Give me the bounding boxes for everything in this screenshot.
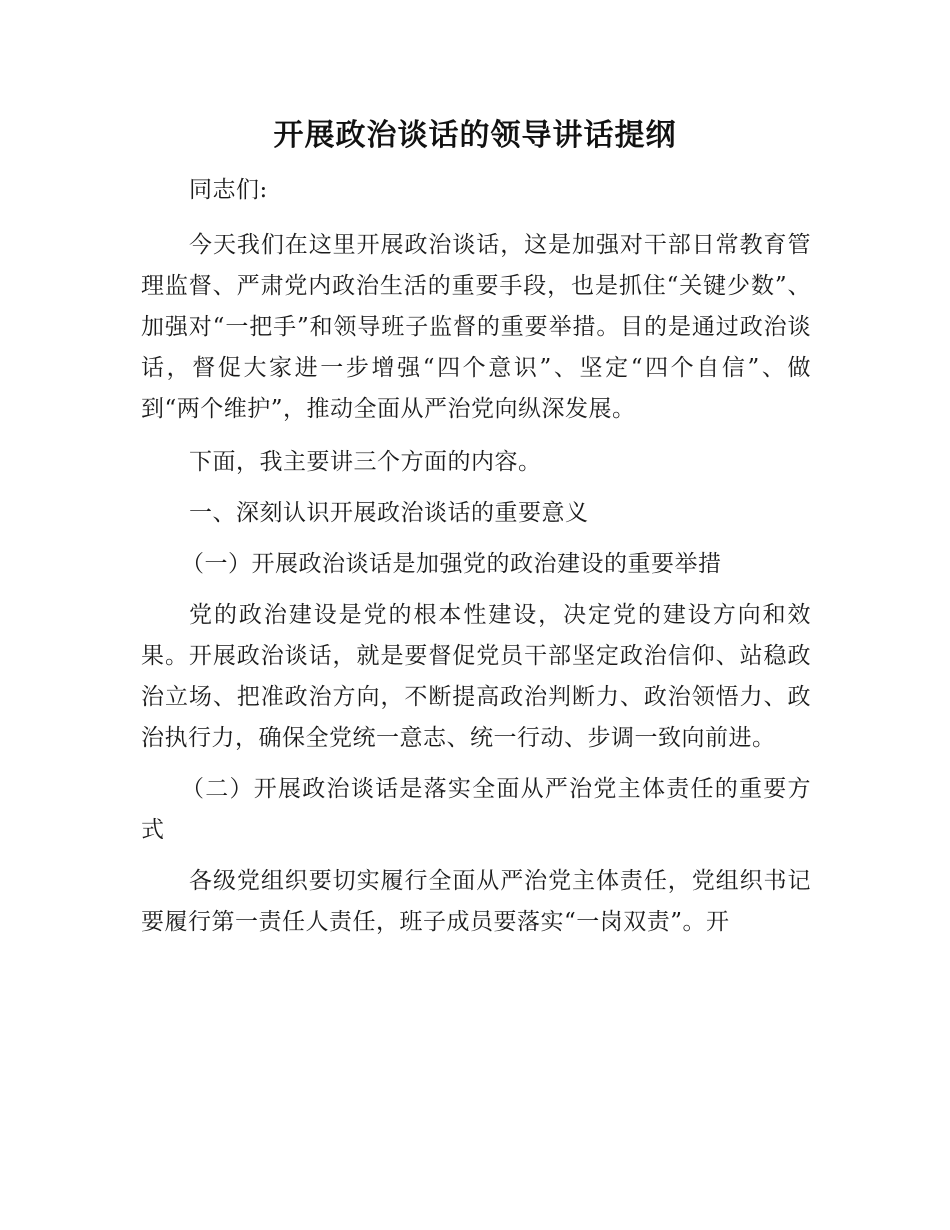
overview-paragraph: 下面，我主要讲三个方面的内容。 xyxy=(189,449,542,475)
subsection-heading-2: （二）开展政治谈话是落实全面从严治党主体责任的重要方式 xyxy=(141,776,811,843)
section-heading-1: 一、深刻认识开展政治谈话的重要意义 xyxy=(189,500,589,526)
subsection-body-1: 党的政治建设是党的根本性建设，决定党的建设方向和效果。开展政治谈话，就是要督促党员干部坚定政治信仰、站稳政治立场、把准政治方向，不断提高政治判断力、政治领悟力、政治执行力，确保全党统一意志、统一行动、步调一致向前进。 xyxy=(141,602,811,751)
document-title: 开展政治谈话的领导讲话提纲 xyxy=(273,118,677,153)
salutation-paragraph: 同志们: xyxy=(189,177,268,203)
document-body xyxy=(141,170,811,943)
subsection-heading-1: （一）开展政治谈话是加强党的政治建设的重要举措 xyxy=(181,551,722,577)
intro-paragraph: 今天我们在这里开展政治谈话，这是加强对干部日常教育管理监督、严肃党内政治生活的重要手段，也是抓住“关键少数”、加强对“一把手”和领导班子监督的重要举措。目的是通过政治谈话，督促大家进一步增强“四个意识”、坚定“四个自信”、做到“两个维护”，推动全面从严治党向纵深发展。 xyxy=(141,232,811,422)
subsection-body-2: 各级党组织要切实履行全面从严治党主体责任，党组织书记要履行第一责任人责任，班子成员要落实“一岗双责”。开 xyxy=(141,868,811,935)
